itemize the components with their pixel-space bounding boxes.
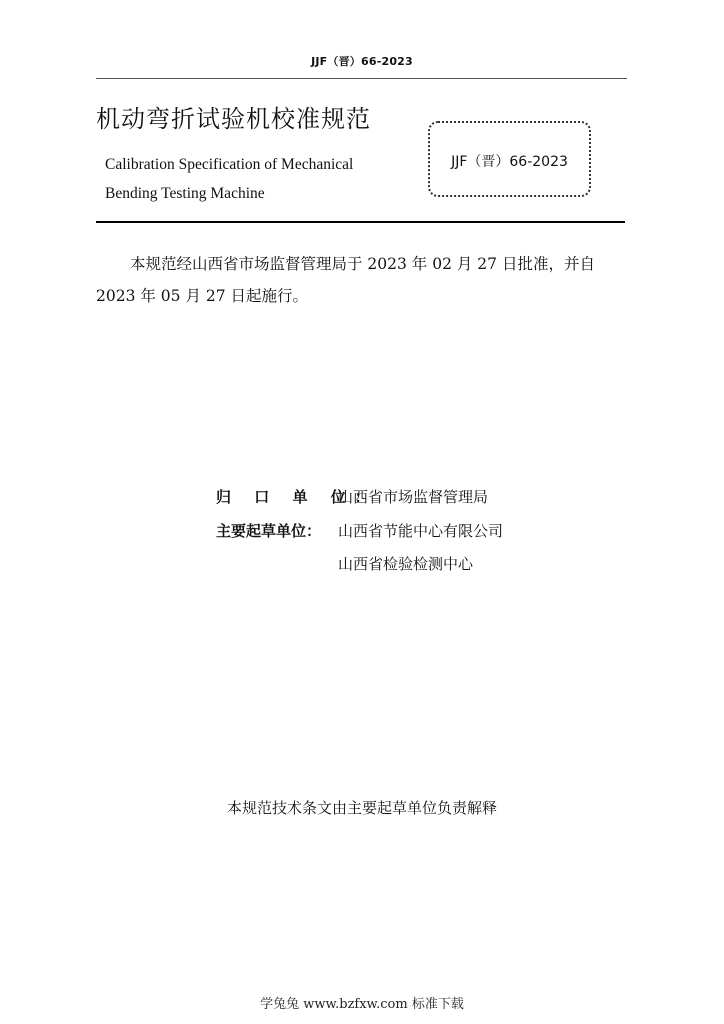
owner-organization-label: 归 口 单 位： bbox=[216, 488, 379, 506]
document-code-box bbox=[428, 121, 591, 197]
approval-line-1: 本规范经山西省市场监督管理局于 2023 年 02 月 27 日批准，并自 bbox=[130, 255, 595, 273]
header-divider bbox=[96, 78, 627, 79]
owner-organization-row bbox=[216, 486, 488, 508]
drafter-organization-label: 主要起草单位： bbox=[216, 522, 322, 540]
watermark-text: 学兔兔 www.bzfxw.com 标准下载 bbox=[260, 997, 464, 1012]
approval-line-2: 2023 年 05 月 27 日起施行。 bbox=[96, 287, 309, 305]
drafter-organization-row bbox=[216, 520, 503, 542]
title-english-line-1: Calibration Specification of Mechanical bbox=[105, 156, 354, 173]
approval-statement bbox=[96, 248, 632, 312]
interpretation-note: 本规范技术条文由主要起草单位负责解释 bbox=[226, 799, 497, 817]
title-english-line-2: Bending Testing Machine bbox=[105, 185, 265, 202]
title-chinese: 机动弯折试验机校准规范 bbox=[96, 105, 371, 133]
header-document-code: JJF（晋）66-2023 bbox=[311, 55, 413, 68]
document-code: JJF（晋）66-2023 bbox=[451, 154, 568, 170]
drafter-organization-value-1: 山西省节能中心有限公司 bbox=[338, 522, 504, 540]
title-english bbox=[105, 150, 353, 208]
drafter-organization-value-2: 山西省检验检测中心 bbox=[338, 555, 474, 573]
title-divider bbox=[96, 221, 625, 223]
drafter-organization-row-2 bbox=[216, 553, 473, 575]
owner-organization-value: 山西省市场监督管理局 bbox=[338, 488, 489, 506]
